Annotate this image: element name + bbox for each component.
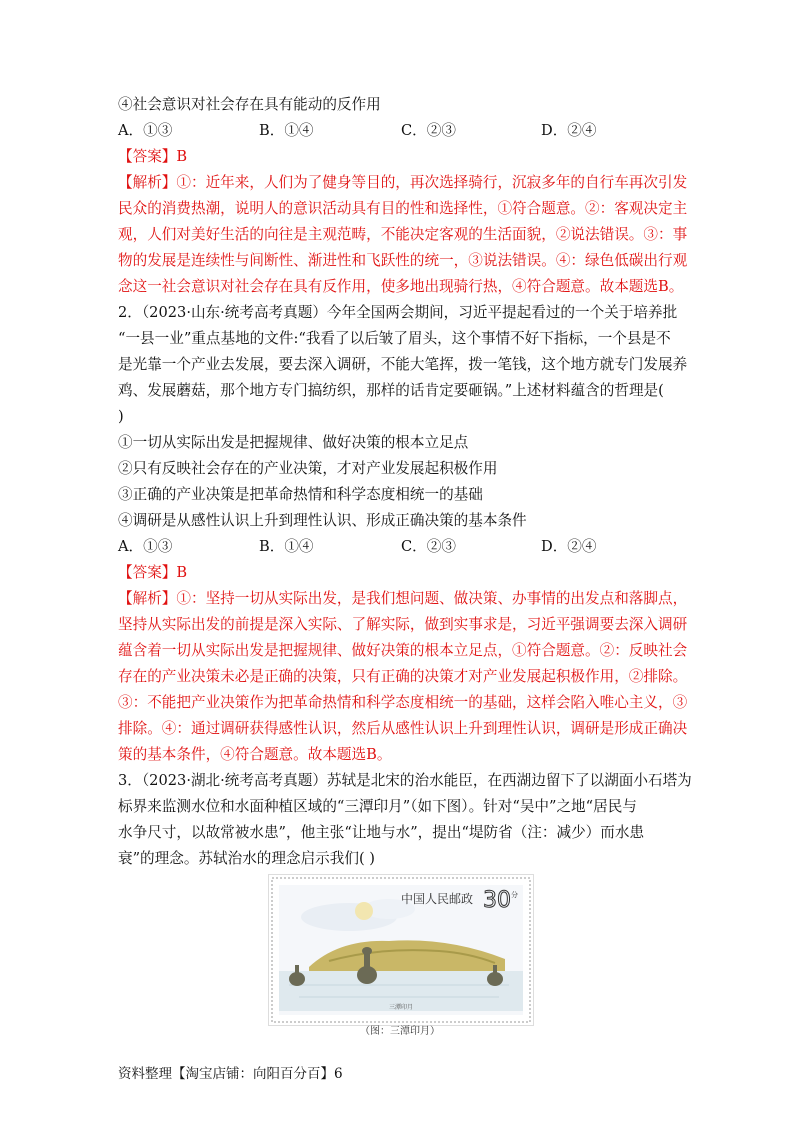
q1-analysis-line-4: 物的发展是连续性与间断性、渐进性和飞跃性的统一，③说法错误。④：绿色低碳出行观 — [118, 252, 688, 269]
stamp-title: 三潭印月 — [389, 1004, 414, 1011]
q3-stem-line-3: 水争尺寸，以故常被水患”，他主张“让地与水”，提出“堤防省（注：减少）而水患 — [118, 824, 645, 841]
q2-analysis-line-3: 蕴含着一切从实际出发是把握规律、做好决策的根本立足点，①符合题意。②：反映社会 — [118, 642, 688, 659]
q2-analysis-line-2: 坚持从实际出发的前提是深入实际、了解实际，做到实事求是，习近平强调要去深入调研 — [118, 616, 688, 633]
q3-stem-line-2: 标界来监测水位和水面种植区域的“三潭印月”（如下图）。针对“吴中”之地“居民与 — [118, 798, 637, 815]
q1-analysis-line-3: 观，人们对美好生活的向往是主观范畴，不能决定客观的生活面貌，②说法错误。③：事 — [118, 226, 688, 243]
q3-stem-line-1: 3．（2023·湖北·统考高考真题）苏轼是北宋的治水能臣，在西湖边留下了以湖面小石塔为 — [118, 772, 692, 789]
q2-stem-line-1: 2．（2023·山东·统考高考真题）今年全国两会期间，习近平提起看过的一个关于培养批 — [118, 304, 678, 321]
q2-analysis-label: 【解析】 — [118, 590, 177, 607]
q3-stem-line-4: 衰”的理念。苏轼治水的理念启示我们( ) — [118, 850, 375, 867]
q2-option-b: B．①④ — [259, 538, 314, 555]
q1-analysis-label: 【解析】 — [118, 174, 177, 191]
q2-stem-line-3: 是光靠一个产业去发展，要去深入调研，不能大笔挥，拨一笔钱，这个地方就专门发展养 — [118, 356, 688, 373]
q2-analysis-line-6: 排除。④：通过调研获得感性认识，然后从感性认识上升到理性认识，调研是形成正确决 — [118, 720, 688, 737]
q2-analysis-line-7: 策的基本条件，④符合题意。故本题选B。 — [118, 746, 392, 763]
q2-statement-2: ②只有反映社会存在的产业决策，才对产业发展起积极作用 — [118, 460, 498, 477]
q2-stem-line-5: ) — [118, 408, 124, 425]
q2-analysis-line-5: ③：不能把产业决策作为把革命热情和科学态度相统一的基础，这样会陷入唯心主义，③ — [118, 694, 688, 711]
q2-option-d: D．②④ — [541, 538, 597, 555]
q1-statement-4: ④社会意识对社会存在具有能动的反作用 — [118, 96, 381, 113]
q1-option-d: D．②④ — [541, 122, 597, 139]
stamp-unit: 分 — [511, 891, 518, 899]
q1-option-a: A．①③ — [118, 122, 173, 139]
q1-option-c: C．②③ — [401, 122, 456, 139]
stamp-figure — [268, 874, 534, 1026]
stamp-issuer-text: 中国人民邮政 — [401, 892, 474, 906]
q2-statement-1: ①一切从实际出发是把握规律、做好决策的根本立足点 — [118, 434, 469, 451]
q2-analysis-line-1: 【解析】①：坚持一切从实际出发，是我们想问题、做决策、办事情的出发点和落脚点， — [118, 590, 688, 607]
q1-analysis-line-2: 民众的消费热潮，说明人的意识活动具有目的性和选择性，①符合题意。②：客观决定主 — [118, 200, 688, 217]
q1-answer: 【答案】B — [118, 148, 188, 165]
q2-option-a: A．①③ — [118, 538, 173, 555]
page-footer: 资料整理【淘宝店铺：向阳百分百】6 — [118, 1066, 343, 1082]
q1-option-b: B．①④ — [259, 122, 314, 139]
stamp-illustration — [269, 875, 533, 1025]
figure-caption: （图：三潭印月） — [360, 1026, 440, 1037]
q2-analysis-line-4: 存在的产业决策未必是正确的决策，只有正确的决策才对产业发展起积极作用，②排除。 — [118, 668, 688, 685]
stamp-value: 30 — [483, 888, 511, 913]
q2-statement-4: ④调研是从感性认识上升到理性认识、形成正确决策的基本条件 — [118, 512, 527, 529]
q2-stem-line-2: “一县一业”重点基地的文件:“我看了以后皱了眉头，这个事情不好下指标，一个县是不 — [118, 330, 671, 347]
q2-stem-line-4: 鸡、发展蘑菇，那个地方专门搞纺织，那样的话肯定要砸锅。”上述材料蕴含的哲理是( — [118, 382, 664, 399]
q1-analysis-line-1: 【解析】①：近年来，人们为了健身等目的，再次选择骑行，沉寂多年的自行车再次引发 — [118, 174, 688, 191]
q2-option-c: C．②③ — [401, 538, 456, 555]
q2-answer: 【答案】B — [118, 564, 188, 581]
q2-statement-3: ③正确的产业决策是把革命热情和科学态度相统一的基础 — [118, 486, 483, 503]
q1-analysis-line-5: 念这一社会意识对社会存在具有反作用，使多地出现骑行热，④符合题意。故本题选B。 — [118, 278, 684, 295]
